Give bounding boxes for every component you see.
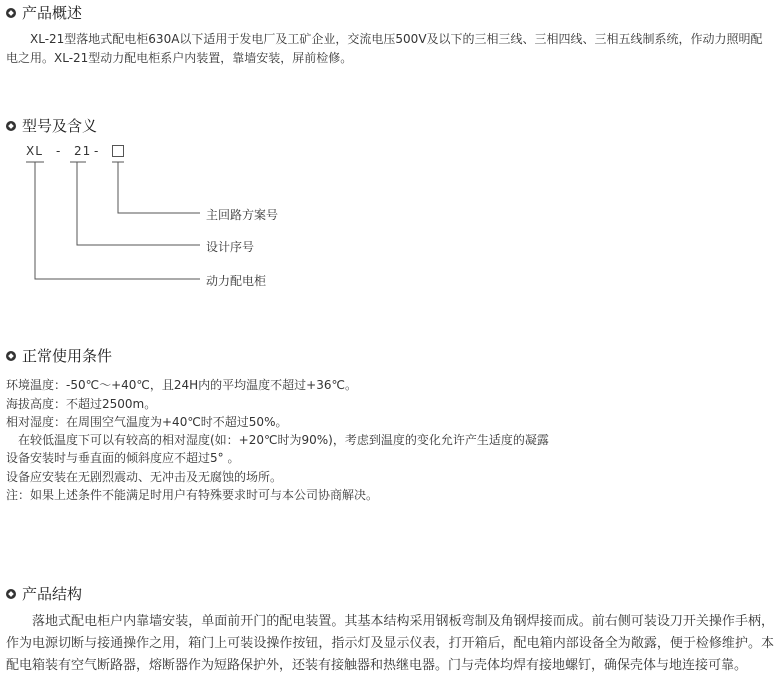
bullet-icon	[6, 351, 16, 361]
condition-line: 设备安装时与垂直面的倾斜度应不超过5° 。	[6, 451, 240, 465]
overview-paragraph: XL-21型落地式配电柜630A以下适用于发电厂及工矿企业，交流电压500V及以下的三相三线、三相四线、三相五线制系统，作动力照明配电之用。XL-21型动力配电柜系户内装置，靠墙安装，屏前检修。	[6, 32, 763, 65]
condition-line: 在较低温度下可以有较高的相对湿度(如：+20℃时为90%)，考虑到温度的变化允许产生适度的凝露	[6, 433, 549, 447]
overview-title-text: 产品概述	[22, 4, 83, 22]
label-design-serial: 设计序号	[206, 240, 255, 254]
model-code-dash-2: -	[94, 144, 100, 158]
model-code-21: 21	[74, 144, 92, 158]
condition-line: 设备应安装在无剧烈震动、无冲击及无腐蚀的场所。	[6, 470, 283, 484]
model-title-text: 型号及含义	[22, 117, 98, 135]
structure-title-text: 产品结构	[22, 585, 83, 603]
label-main-circuit: 主回路方案号	[206, 208, 279, 222]
conditions-title-text: 正常使用条件	[22, 347, 113, 365]
condition-line: 相对湿度：在周围空气温度为+40℃时不超过50%。	[6, 415, 288, 429]
bullet-icon	[6, 589, 16, 599]
structure-paragraph: 落地式配电柜户内靠墙安装，单面前开门的配电装置。其基本结构采用钢板弯制及角钢焊接而成。前右侧可装设刀开关操作手柄，作为电源切断与接通操作之用，箱门上可装设操作按钮，指示灯及显示仪表，打开箱后，配电箱内部设备全为敞露，便于检修维护。本配电箱装有空气断路器，熔断器作为短路保护外，还装有接触器和热继电器。门与壳体均焊有接地螺钉，确保壳体与地连接可靠。	[6, 614, 774, 673]
condition-line: 海拔高度：不超过2500m。	[6, 397, 157, 411]
condition-line: 环境温度：-50℃～+40℃，且24H内的平均温度不超过+36℃。	[6, 378, 357, 392]
label-power-cabinet: 动力配电柜	[206, 274, 267, 288]
conditions-title	[6, 347, 112, 365]
model-code-xl: XL	[26, 144, 43, 158]
model-code-dash-1: -	[56, 144, 62, 158]
condition-line: 注：如果上述条件不能满足时用户有特殊要求时可与本公司协商解决。	[6, 488, 379, 502]
structure-title	[6, 585, 82, 603]
